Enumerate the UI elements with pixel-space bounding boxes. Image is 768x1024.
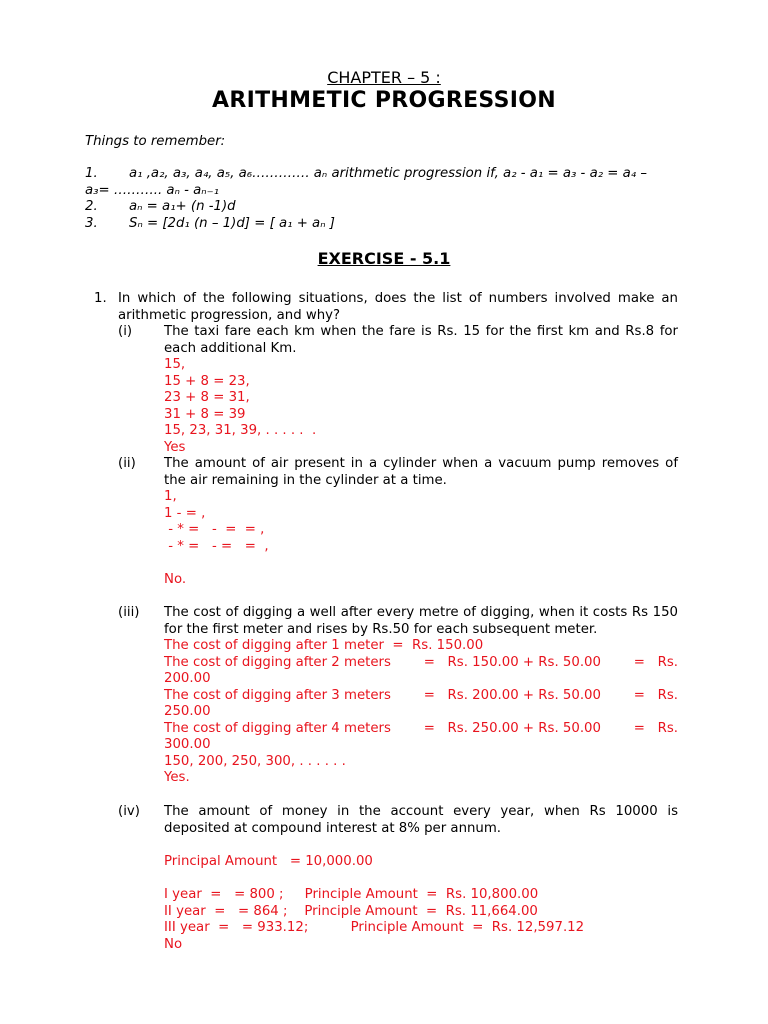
principal-line: Principal Amount = 10,000.00 [164, 854, 373, 869]
answer-line: 15, 23, 31, 39, . . . . . . [164, 423, 317, 438]
remember-label: Things to remember: [85, 134, 226, 149]
question-1 [94, 291, 678, 324]
part-question: The amount of money in the account every year, when Rs 10000 is deposited at compound interest at 8% per annum. [164, 804, 678, 836]
answer-line: 15, [164, 357, 186, 372]
year-line: III year = = 933.12; Principle Amount = Rs. 12,597.12 [164, 920, 585, 935]
answer-line: Yes [164, 439, 186, 455]
part-label: (iii) [118, 605, 140, 620]
formula-number: 1. [85, 166, 98, 181]
part-iv-answer [164, 854, 684, 953]
answer-line: 200.00 [164, 671, 211, 686]
answer-cell: The cost of digging after 2 meters [164, 654, 391, 670]
part-answer [164, 638, 678, 787]
answer-line [164, 555, 678, 572]
part-iv [118, 804, 678, 837]
answer-line: Yes. [164, 770, 190, 785]
part-label: (iv) [118, 804, 140, 819]
answer-row [164, 688, 678, 705]
answer-line: 15 + 8 = 23, [164, 373, 250, 389]
answer-line: The cost of digging after 1 meter = Rs. 150.00 [164, 638, 484, 653]
answer-row [164, 721, 678, 738]
formula-number: 2. [85, 199, 98, 214]
exercise-heading [0, 249, 768, 268]
answer-line: - * = - = = , [164, 538, 269, 554]
part-label: (ii) [118, 456, 136, 471]
question-number: 1. [94, 291, 107, 306]
part-iii [118, 605, 678, 787]
formula-item-3 [85, 216, 685, 233]
formula-text: Sₙ = [2d₁ (n – 1)d] = [ a₁ + aₙ ] [129, 215, 335, 231]
formula-number: 3. [85, 215, 98, 231]
answer-line: 250.00 [164, 704, 211, 719]
answer-line: No. [164, 571, 187, 587]
part-answer [164, 357, 678, 456]
formula-item-2 [85, 199, 685, 216]
answer-line: - * = - = = , [164, 522, 265, 537]
answer-cell: = Rs. 200.00 + Rs. 50.00 [423, 687, 601, 703]
year-line: II year = = 864 ; Principle Amount = Rs. 11,664.00 [164, 903, 538, 919]
part-question: The amount of air present in a cylinder when a vacuum pump removes of the air remaining in the cylinder at a time. [164, 456, 678, 488]
formula-item-1-continued [85, 183, 685, 200]
answer-cell: = Rs. [633, 654, 678, 670]
answer-line: 300.00 [164, 737, 211, 752]
formula-list [85, 166, 685, 232]
part-question: The cost of digging a well after every metre of digging, when it costs Rs 150 for the first meter and rises by Rs.50 for each subsequent meter. [164, 605, 678, 637]
chapter-label: CHAPTER – 5 : [327, 68, 441, 87]
spacer [164, 871, 684, 888]
year-line: I year = = 800 ; Principle Amount = Rs. 10,800.00 [164, 887, 539, 902]
question-text: In which of the following situations, does the list of numbers involved make an arithmetic progression, and why? [118, 291, 678, 323]
part-question: The taxi fare each km when the fare is Rs. 15 for the first km and Rs.8 for each additional Km. [164, 324, 678, 356]
answer-cell: = Rs. 250.00 + Rs. 50.00 [423, 720, 601, 736]
part-label: (i) [118, 324, 133, 339]
answer-cell: The cost of digging after 3 meters [164, 687, 391, 703]
exercise-title: EXERCISE - 5.1 [317, 249, 451, 268]
answer-line: 1, [164, 489, 177, 504]
answer-line: 23 + 8 = 31, [164, 390, 250, 405]
answer-cell: = Rs. [633, 720, 678, 736]
formula-text: a₃= ……….. aₙ - aₙ₋₁ [85, 182, 219, 198]
conclusion-line: No [164, 936, 183, 952]
formula-text: aₙ = a₁+ (n -1)d [129, 199, 236, 214]
part-ii [118, 456, 678, 588]
answer-line: 31 + 8 = 39 [164, 406, 246, 422]
formula-text: a₁ ,a₂, a₃, a₄, a₅, a₆…………. aₙ arithmetic progression if, a₂ - a₁ = a₃ - a₂ = a₄ – [129, 166, 648, 181]
answer-row [164, 655, 678, 672]
answer-cell: The cost of digging after 4 meters [164, 720, 391, 736]
chapter-heading [0, 68, 768, 87]
answer-cell: = Rs. [633, 687, 678, 703]
formula-item-1 [85, 166, 685, 183]
part-answer [164, 489, 678, 588]
answer-line: 1 - = , [164, 505, 206, 521]
answer-cell: = Rs. 150.00 + Rs. 50.00 [423, 654, 601, 670]
part-i [118, 324, 678, 456]
answer-line: 150, 200, 250, 300, . . . . . . [164, 753, 346, 769]
page-title: ARITHMETIC PROGRESSION [212, 88, 556, 113]
